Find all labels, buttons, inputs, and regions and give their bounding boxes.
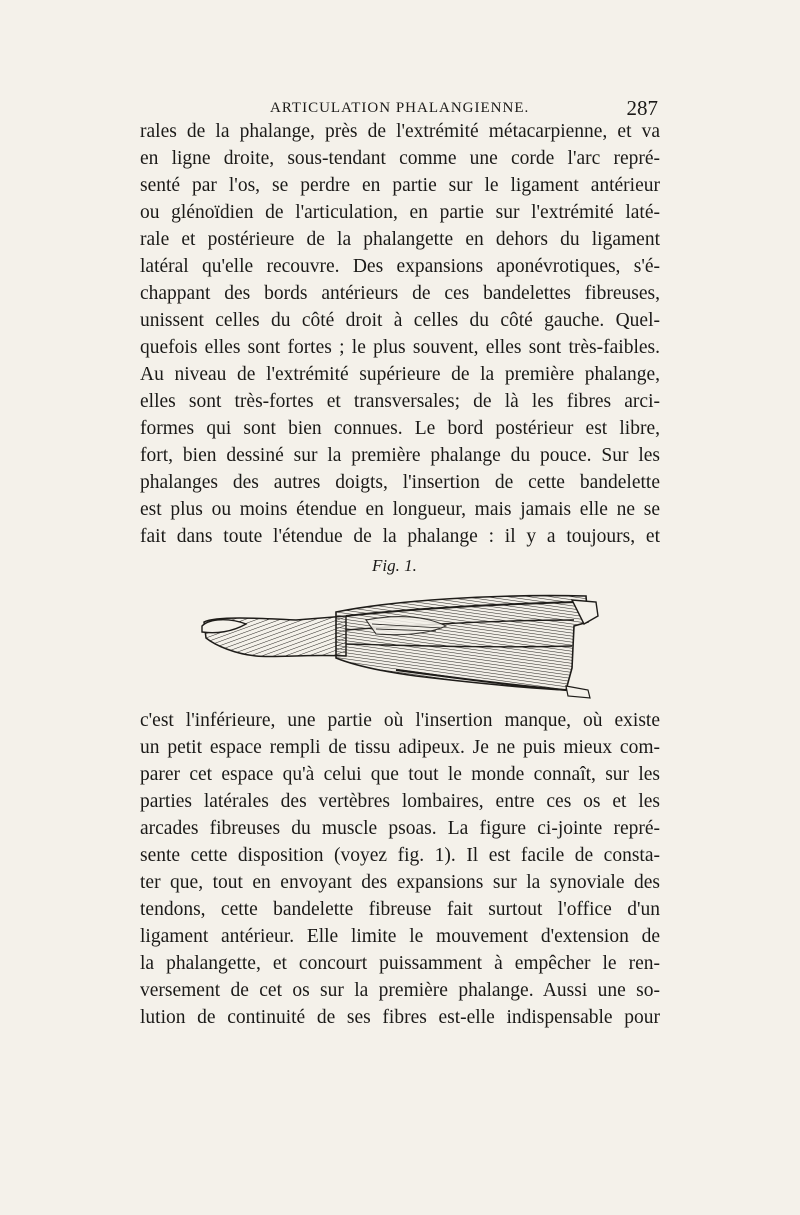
text-line: latéral qu'elle recouvre. Des expansions aponévrotiques, s'é- (140, 256, 660, 277)
text-line: fort, bien dessiné sur la première phalange du pouce. Sur les (140, 445, 660, 466)
text-line: un petit espace rempli de tissu adipeux. Je ne puis mieux com- (140, 737, 660, 758)
text-line: quefois elles sont fortes ; le plus souvent, elles sont très-faibles. (140, 337, 660, 358)
text-line: la phalangette, et concourt puissamment à empêcher le ren- (140, 953, 660, 974)
page-number: 287 (626, 96, 658, 120)
text-line: ou glénoïdien de l'articulation, en partie sur l'extrémité laté- (140, 202, 660, 223)
text-line: elles sont très-fortes et transversales; de là les fibres arci- (140, 391, 660, 412)
text-line: formes qui sont bien connues. Le bord postérieur est libre, (140, 418, 660, 439)
text-line: arcades fibreuses du muscle psoas. La figure ci-jointe repré- (140, 818, 660, 839)
text-line: ter que, tout en envoyant des expansions sur la synoviale des (140, 872, 660, 893)
text-line: versement de cet os sur la première phalange. Aussi une so- (140, 980, 660, 1001)
text-line: sente cette disposition (voyez fig. 1). Il est facile de consta- (140, 845, 660, 866)
figure-illustration (196, 586, 608, 708)
text-line: c'est l'inférieure, une partie où l'insertion manque, où existe (140, 710, 660, 731)
text-line: chappant des bords antérieurs de ces bandelettes fibreuses, (140, 283, 660, 304)
text-line: parer cet espace qu'à celui que tout le monde connaît, sur les (140, 764, 660, 785)
text-line: phalanges des autres doigts, l'insertion de cette bandelette (140, 472, 660, 493)
text-line: est plus ou moins étendue en longueur, mais jamais elle ne se (140, 499, 660, 520)
figure-caption: Fig. 1. (372, 556, 417, 575)
text-line: rales de la phalange, près de l'extrémité métacarpienne, et va (140, 121, 660, 142)
text-line: Au niveau de l'extrémité supérieure de la première phalange, (140, 364, 660, 385)
finger-tendon-engraving-icon (196, 586, 608, 708)
paragraph-lower (140, 707, 660, 1031)
paragraph-upper (140, 118, 660, 550)
text-line: lution de continuité de ses fibres est-elle indispensable pour (140, 1007, 660, 1028)
text-line: unissent celles du côté droit à celles du côté gauche. Quel- (140, 310, 660, 331)
text-line: ligament antérieur. Elle limite le mouvement d'extension de (140, 926, 660, 947)
text-line: rale et postérieure de la phalangette en dehors du ligament (140, 229, 660, 250)
text-line: fait dans toute l'étendue de la phalange : il y a toujours, et (140, 526, 660, 547)
running-title: ARTICULATION PHALANGIENNE. (270, 100, 530, 116)
text-line: en ligne droite, sous-tendant comme une corde l'arc repré- (140, 148, 660, 169)
text-line: tendons, cette bandelette fibreuse fait surtout l'office d'un (140, 899, 660, 920)
text-line: parties latérales des vertèbres lombaires, entre ces os et les (140, 791, 660, 812)
text-line: senté par l'os, se perdre en partie sur le ligament antérieur (140, 175, 660, 196)
